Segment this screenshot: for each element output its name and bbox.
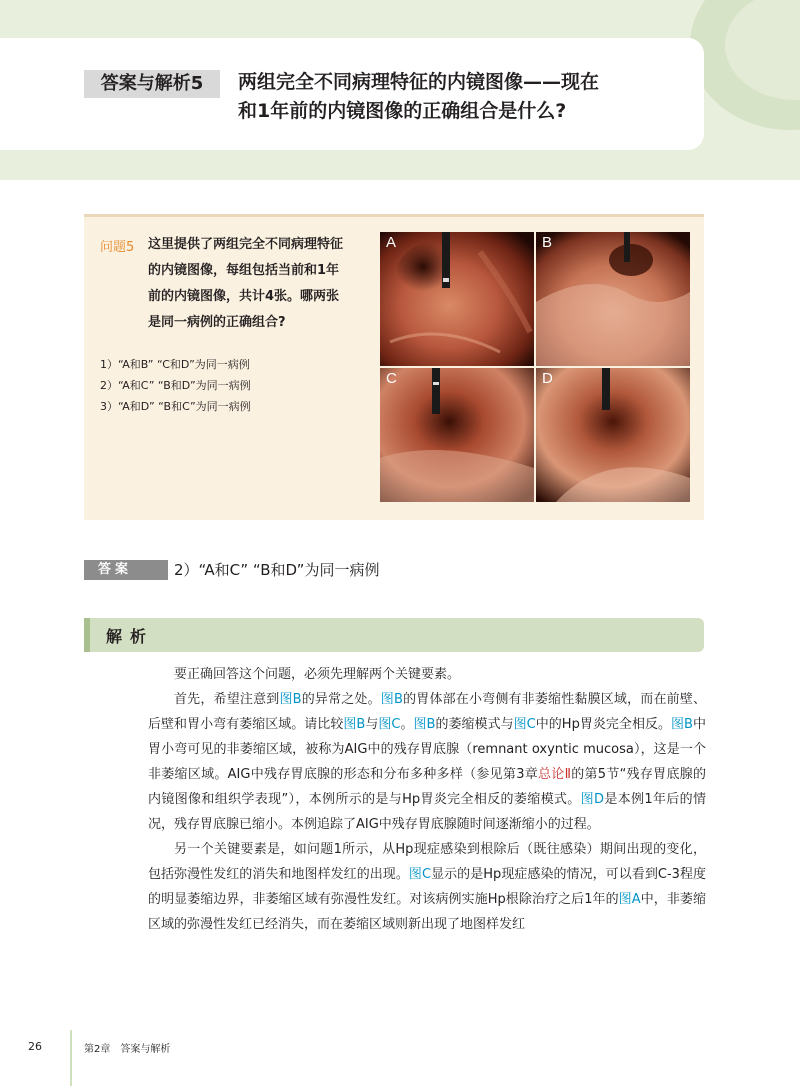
text-span: 显示的是Hp现症感染的情况，可以看到C-3程度的明显萎缩边界，非萎缩区域有弥漫性发红。对该病例实施Hp根除治疗之后1年的 bbox=[148, 867, 706, 907]
paragraph-3 bbox=[148, 837, 706, 937]
question-label: 问题5 bbox=[100, 240, 135, 255]
question-line: 是同一病例的正确组合? bbox=[148, 315, 286, 330]
image-label-c: C bbox=[386, 370, 397, 387]
figure-ref-link[interactable]: 图C bbox=[513, 717, 536, 732]
text-span: 。 bbox=[400, 717, 414, 732]
option-1: 1）“A和B” “C和D”为同一病例 bbox=[100, 358, 250, 371]
analysis-body bbox=[148, 662, 706, 937]
page-number: 26 bbox=[28, 1040, 42, 1053]
question-line: 的内镜图像，每组包括当前和1年 bbox=[148, 263, 340, 278]
answer-tag: 答案 bbox=[84, 560, 168, 580]
endoscopy-image-a bbox=[380, 232, 534, 366]
image-label-d: D bbox=[542, 370, 553, 387]
question-options bbox=[100, 354, 370, 417]
answer-tag-arrow bbox=[152, 560, 164, 580]
figure-ref-link[interactable]: 图B bbox=[380, 692, 403, 707]
text-span: 的萎缩模式与 bbox=[435, 717, 514, 732]
section-tag: 答案与解析5 bbox=[84, 70, 220, 98]
text-span: 是本例1年后的情况，残存胃底腺已缩小。本例追踪了AIG中残存胃底腺随时间逐渐缩小的过程。 bbox=[148, 792, 706, 832]
figure-ref-link[interactable]: 图B bbox=[413, 717, 436, 732]
figure-ref-link[interactable]: 图C bbox=[378, 717, 401, 732]
analysis-header-bar bbox=[84, 618, 704, 652]
figure-ref-link[interactable]: 图B bbox=[671, 717, 693, 732]
option-3: 3）“A和D” “B和C”为同一病例 bbox=[100, 400, 251, 413]
answer-text: 2）“A和C” “B和D”为同一病例 bbox=[174, 561, 380, 579]
footer-divider bbox=[70, 1030, 72, 1086]
text-span: 中，非萎缩区域的弥漫性发红已经消失，而在萎缩区域则新出现了地图样发红 bbox=[148, 892, 706, 932]
endoscopy-image-b bbox=[536, 232, 690, 366]
text-span: 中的Hp胃炎完全相反。 bbox=[535, 717, 672, 732]
image-label-a: A bbox=[386, 234, 397, 251]
question-line: 前的内镜图像，共计4张。哪两张 bbox=[148, 289, 340, 304]
text-span: 中胃小弯可见的非萎缩区域，被称为AIG中的残存胃底腺（remnant oxyntic mucosa），这是一个非萎缩区域。AIG中残存胃底腺的形态和分布多种多样（参见第3章 bbox=[148, 717, 706, 782]
figure-ref-link[interactable]: 图B bbox=[279, 692, 302, 707]
text-span: 与 bbox=[365, 717, 379, 732]
figure-ref-link[interactable]: 图D bbox=[580, 792, 604, 807]
text-span: 另一个关键要素是，如问题1所示，从Hp现症感染到根除后（既往感染）期间出现的变化，包括弥漫性发红的消失和地图样发红的出现。 bbox=[148, 842, 706, 882]
endoscopy-image-d bbox=[536, 368, 690, 502]
title-line-1: 两组完全不同病理特征的内镜图像——现在 bbox=[238, 71, 600, 93]
question-line: 这里提供了两组完全不同病理特征 bbox=[148, 237, 344, 252]
text-span: 的异常之处。 bbox=[301, 692, 381, 707]
chapter-ref-link[interactable]: 总论Ⅱ bbox=[538, 767, 572, 782]
text-span: 的胃体部在小弯侧有非萎缩性黏膜区域，而在前壁、后壁和胃小弯有萎缩区域。请比较 bbox=[148, 692, 706, 732]
page-title bbox=[238, 68, 678, 126]
endoscopy-image-grid bbox=[380, 232, 690, 502]
text-span: 的第5节“残存胃底腺的内镜图像和组织学表现”），本例所示的是与Hp胃炎完全相反的萎缩模式。 bbox=[148, 767, 706, 807]
figure-ref-link[interactable]: 图A bbox=[618, 892, 641, 907]
paragraph-1: 要正确回答这个问题，必须先理解两个关键要素。 bbox=[174, 667, 461, 682]
footer-chapter: 第2章 答案与解析 bbox=[84, 1044, 171, 1055]
figure-ref-link[interactable]: 图C bbox=[408, 867, 432, 882]
endoscopy-image-c bbox=[380, 368, 534, 502]
option-2: 2）“A和C” “B和D”为同一病例 bbox=[100, 379, 251, 392]
text-span: 首先，希望注意到 bbox=[174, 692, 280, 707]
title-line-2: 和1年前的内镜图像的正确组合是什么? bbox=[238, 100, 567, 122]
question-text bbox=[148, 232, 370, 336]
analysis-header-accent bbox=[84, 618, 90, 652]
image-label-b: B bbox=[542, 234, 553, 251]
paragraph-2 bbox=[148, 687, 706, 837]
figure-ref-link[interactable]: 图B bbox=[343, 717, 366, 732]
analysis-title: 解析 bbox=[106, 627, 155, 646]
